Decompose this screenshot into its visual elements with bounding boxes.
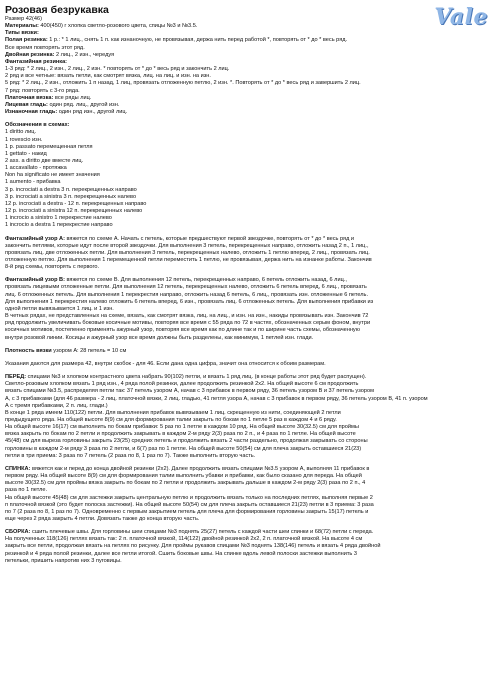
paragraph-line (5, 396, 489, 403)
paragraph-text: Для выполнения 1 перекрестия налево отложить 6 петель вперед, 6 изн., провязать лиц. 6 отложенных петель. Для выполнения прибавки из (5, 298, 374, 305)
header-line (5, 37, 489, 44)
legend-item: 1 incrocio a destra 1 перекрестие направо (5, 222, 113, 229)
page-title: Розовая безрукавка (5, 4, 109, 16)
legend-title: Обозначения в схемах: (5, 122, 70, 129)
legend-item: 1 incrocio a sinistro 1 перекрестие налево (5, 215, 112, 222)
header-line (5, 45, 489, 52)
header-label: Изнаночная гладь: (5, 109, 58, 116)
paragraph-text: На полученных 118(126) петлях вязать так: 2 п. платочной вязкой, 114(122) двойной резинкой 2х2, 2 п. платочной вязкой. На высоте 4 см (5, 536, 363, 543)
paragraph-line (5, 453, 489, 460)
paragraph-text: На общей высоте 45(48) см для застежки закрыть центральную петлю и продолжить вязать только на последних петлях, выполняя первые 2 (5, 494, 373, 501)
front-section (5, 374, 489, 460)
paragraph-text: раза по 1 петле. (5, 487, 48, 494)
paragraph-text: по 7 (2 раза по 8, 1 раз по 7). Одновременно с первым закрытием петель для плеча для формирования горловины закрыть 15(17) петель и (5, 508, 369, 515)
paragraph-line (5, 284, 489, 291)
pattern-a-section (5, 236, 489, 272)
paragraph-line (5, 551, 489, 558)
legend-item: 3 p. incrociati a sinistra 3 п. перекрещенных налево (5, 193, 137, 200)
header-label: Двойная резинка: (5, 51, 55, 58)
paragraph-text: высоте 30(32.5) см для проймы вязка закрыть по бокам по 2 петли и продолжить закрывать дальше в каждом 2-м ряду 2(3) раза по 2 п., 4 (5, 480, 366, 487)
paragraph-text: резинкой и 4 ряда полой резинки, далее все петли итогой. Сшить боковые швы. На спинке вдоль левой полоски застежки выполнить 3 (5, 550, 357, 557)
paragraph-text: сшить плечевые швы. Для горловины шеи спицами №3 поднять 25(27) петель с каждой части шеи спинки и 68(72) петли с переда. (30, 529, 374, 536)
paragraph-line (5, 277, 489, 284)
paragraph-text: В четных рядах, не представленных на схеме, вязать, как смотрят вязка, лиц. на лиц., и изн. на изн., накиды провязывать изн. Закончив 72 (5, 313, 369, 320)
paragraph-line (5, 388, 489, 395)
paragraph-text: На общей высоте 16(17) см выполнить по бокам прибавки: 5 раз по 1 петле в каждом 10 ряд. На общей высоте 30(32.5) см для проймы (5, 424, 359, 431)
paragraph-text: косичных мотивов, постепенно применять ажурный узор, повторяя все время как по длине так и по ширине часть схемы, обозначенную (5, 327, 360, 334)
paragraph-text: 8-й ряд схемы, повторять с первого. (5, 264, 100, 271)
paragraph-line (5, 243, 489, 250)
paragraph-text: петли в три приема: 3 раза по 7 петель (2 раза по 8, 1 раз по 7). Также выполнить вторую часть. (5, 452, 256, 459)
paragraph-text: провязать лиц. две отложенных петли. Для выполнения 3 петель, перекрещенных налево, отложить 1 петлю вперед, 2 лиц., провязать лиц. (5, 249, 370, 256)
header-line (5, 66, 489, 73)
paragraph-text: А с тремя прибавками, 2 п. лиц. глади.) (5, 402, 108, 409)
paragraph-line (5, 487, 489, 494)
logo-text: Vale (434, 4, 488, 30)
legend-item: 12 p. incrociati a sinistra 12 п. перекрещенных налево (5, 208, 143, 215)
paragraph-line (5, 543, 489, 550)
paragraph-text: п платочной вязкой (это будет полоска застежки). На общей высоте 50(54) см для плеча закрыть оставшиеся 21(23) петли в 3 приема: 3 раза (5, 501, 374, 508)
paragraph-text: одной петли вывязывается 1 лиц. и 1 изн. (5, 305, 114, 312)
paragraph-text: вязка закрыть по бокам по 2 петли и продолжить закрывать в каждом 2-м ряду 2(3) раза по 2 п., и 4 раза по 1 петле. На общей высоте (5, 431, 356, 438)
legend-item: 1 p. passato перемещенная петля (5, 143, 93, 150)
document-page (5, 4, 489, 565)
paragraph-text: вяжется как и перед до конца двойной резинки (2х2). Далее продолжить вязать спицами №3.5 узором А, выполняя 11 прибавок в (30, 465, 370, 472)
paragraph-line (5, 335, 489, 342)
paragraph-line (5, 292, 489, 299)
paragraph-text: отложенную петлю. Для выполнения 1 перемещенной петли переместить 1 петлю, не провязывая, держа нить на изнанке работы. Закончив (5, 257, 372, 263)
header-line (5, 23, 489, 30)
legend-item: Non ha significato не имеет значения (5, 172, 100, 179)
paragraph-line (5, 381, 489, 388)
paragraph-line (5, 410, 489, 417)
paragraph-line (5, 250, 489, 257)
paragraph-line (5, 403, 489, 410)
header-text: 400(450) г хлопка светло-розового цвета, спицы №3 и №3.5. (38, 23, 198, 30)
paragraph-text: петельки, пришить напротив них 3 пуговицы. (5, 557, 122, 564)
paragraph-line (5, 558, 489, 565)
section-label: СБОРКА: (5, 529, 31, 536)
paragraph-line (5, 502, 489, 509)
paragraph-line (5, 236, 489, 243)
header-line (5, 73, 489, 80)
header-text: 1-3 ряд: * 2 лиц., 2 изн., 2 лиц., 2 изн. * повторять от * до * весь ряд и закончить 2 лиц. (5, 66, 230, 73)
back-section (5, 466, 489, 523)
legend-item: 1 gettato - накид (5, 150, 47, 157)
paragraph-text: первом ряду. На общей высоте 8(9) см для формирования талии выполнить убавки и прибавки, как было сказано для переда. На общей (5, 473, 362, 480)
header-text: один ряд. лиц., другой изн. (47, 101, 120, 108)
density-label: Плотность вязки (5, 347, 52, 354)
paragraph-text: предыдущего ряда. На общей высоте 8(9) см для формирования талии закрыть по бокам по 1 петле 5 раз в каждом 4 и 6 ряду. (5, 416, 337, 423)
header-label: Лицевая гладь: (5, 101, 48, 108)
legend-item: 12 p. incrociati a destra - 12 п. перекрещенных направо (5, 200, 147, 207)
paragraph-text: вяжется по схеме В. Для выполнения 12 петель, перекрещенных направо, 6 петель отложить назад, 6 лиц., (64, 277, 347, 284)
paragraph-line (5, 509, 489, 516)
header-line (5, 102, 489, 109)
paragraph-line (5, 306, 489, 313)
section-label: Фантазийный узор А: (5, 235, 65, 242)
paragraph-text: закрыть все петли, продолжая вязать на петлях по рисунку. Для проймы рукавов спицами №3 поднять 138(146) петель и вязать 4 ряда двойной (5, 543, 381, 550)
paragraph-line (5, 299, 489, 306)
header-line (5, 59, 489, 66)
header-line (5, 16, 489, 23)
paragraph-text: Светло-розовым хлопком вязать 1 ряд изн., 4 ряда полой резинки, далее продолжить резинкой 2х2. На общей высоте 6 см продолжить (5, 381, 359, 388)
paragraph-line (5, 495, 489, 502)
header-line (5, 80, 489, 87)
paragraph-line (5, 446, 489, 453)
header-text: 7 ряд: повторять с 3-го ряда. (5, 87, 80, 94)
legend-list (5, 129, 489, 229)
header-text: Все время повторять этот ряд. (5, 44, 85, 51)
paragraph-line (5, 466, 489, 473)
paragraph-text: закончить петлями, которые идут после второй звездочки. Для выполнения 3 петель, перекрещенных направо, отложить назад 2 п., 1 лиц., (5, 242, 369, 249)
paragraph-text: горловины в каждом 2-м ряду 3 раза по 2 петли, и 6(7) раз по 1 петле. На общей высоте 50(54) см для плеча закрыть оставшиеся 21(23) (5, 445, 362, 452)
density-text: узором А: 28 петель = 10 см (51, 347, 127, 354)
header-line (5, 52, 489, 59)
paragraph-text: вязать спицами №3.5, распределяя петли так: 37 петель узором А, начав с 3 прибавок в первом ряду, 36 петель узором В и 37 петель узором (5, 388, 374, 395)
legend-item: 2 ass. a diritto две вместе лиц. (5, 157, 84, 164)
paragraph-line (5, 313, 489, 320)
header-label: Материалы: (5, 23, 39, 30)
pattern-b-section (5, 277, 489, 341)
sizes-note: Указания даются для размера 42, внутри скобок - для 46. Если дана одна цифра, значит она относится к обоим размерам. (5, 360, 326, 367)
legend-item: 1 diritto лиц. (5, 129, 37, 136)
section-label: Фантазийный узор В: (5, 277, 65, 284)
header-text: 2 лиц., 2 изн., чередуя (54, 51, 115, 58)
header-label: Типы вязки: (5, 30, 39, 37)
paragraph-text: ряд продолжить увеличивать боковые косичные мотивы, повторяя все время с 55 ряда по 72 в частях, обозначенных серым фоном, внутри (5, 320, 371, 327)
paragraph-line (5, 431, 489, 438)
header-label: Полая резинка: (5, 37, 48, 44)
header-label: Платочная вязка: (5, 94, 54, 101)
header-text: все ряды лиц. (53, 94, 92, 101)
paragraph-text: вяжется по схеме А. Начать с петель, которые предшествуют первой звездочке, повторять от * до * весь ряд и (64, 235, 355, 242)
paragraph-line (5, 480, 489, 487)
assembly-section (5, 529, 489, 565)
paragraph-line (5, 327, 489, 334)
paragraph-text: провязать лицевыми отложенные петли. Для выполнения 12 петель, перекрещенных налево, отложить 6 петель вперед, 6 лиц., провязать (5, 284, 367, 291)
legend-item: 1 rovescio изн. (5, 136, 43, 143)
paragraph-line (5, 438, 489, 445)
header-text: один ряд изн., другой лиц. (57, 109, 128, 116)
header-line (5, 109, 489, 116)
paragraph-text: внутри розовой линии. Косицы и ажурный узор все время должны быть разделены, как минимум, 1 петлей изн. глади. (5, 334, 314, 341)
header-line (5, 88, 489, 95)
paragraph-text: спицами №3 и хлопком контрастного цвета набрать 90(102) петли, и вязать 1 ряд лиц. (в конце работы этот ряд будет распущен). (26, 374, 367, 381)
header-text: Размер 42(46) (5, 16, 42, 22)
paragraph-line (5, 516, 489, 523)
header-section (5, 16, 489, 116)
density-line (5, 348, 489, 355)
paragraph-text: лиц. 6 отложенных петель. Для выполнения 1 перекрестия направо, отложить назад 6 петель, 6 лиц., провязать изн. отложенные 6 петель. (5, 291, 369, 298)
header-line (5, 95, 489, 102)
legend-item: 3 p. incrociati a destra 3 п. перекрещенных направо (5, 186, 137, 193)
legend-item: 1 accavallato - протяжка (5, 165, 67, 172)
legend-item: 1 aumento - прибавка (5, 179, 61, 186)
header-text: 2 ряд и все четные: вязать петли, как смотрят вязка, лиц. на лиц. и изн. на изн. (5, 73, 211, 80)
section-label: ПЕРЕД: (5, 374, 27, 381)
paragraph-line (5, 264, 489, 271)
paragraph-text: А, с 3 прибавками (для 46 размера - 2 лиц. платочной вязки, 2 лиц. гладью, 41 петля узора А, начав с 3 прибавок в первом ряду, 36 петель узором В, 41 п. узором (5, 395, 428, 402)
paragraph-text: В конце 1 ряда имеем 110(122) петли. Для выполнения прибавок вывязываем 1 лиц. скрещенную из нити, соединяющей 2 петли (5, 409, 341, 416)
paragraph-text: 45(48) см для выреза горловины закрыть 23(25) средних петель и продолжить вязать 2 части раздельно, продолжая закрывать со стороны (5, 438, 368, 445)
header-text: 5 ряд: * 2 лиц., 2 изн., отложить 1 п назад, 1 лиц, провязать отложенную петлю, 2 изн. *. Повторять от * до * весь ряд и завершить 2 лиц. (5, 80, 361, 87)
paragraph-text: еще через 2 ряда закрыть 4 петли. Довязать также до конца вторую часть. (5, 516, 200, 522)
section-label: СПИНКА: (5, 465, 31, 472)
header-label: Фантазийная резинка: (5, 58, 68, 65)
header-text: 1 р.: * 1 лиц., снять 1 п. как изнаночную, не провязывая, держа нить перед работой *, повторять от * до * весь ряд. (47, 37, 348, 44)
